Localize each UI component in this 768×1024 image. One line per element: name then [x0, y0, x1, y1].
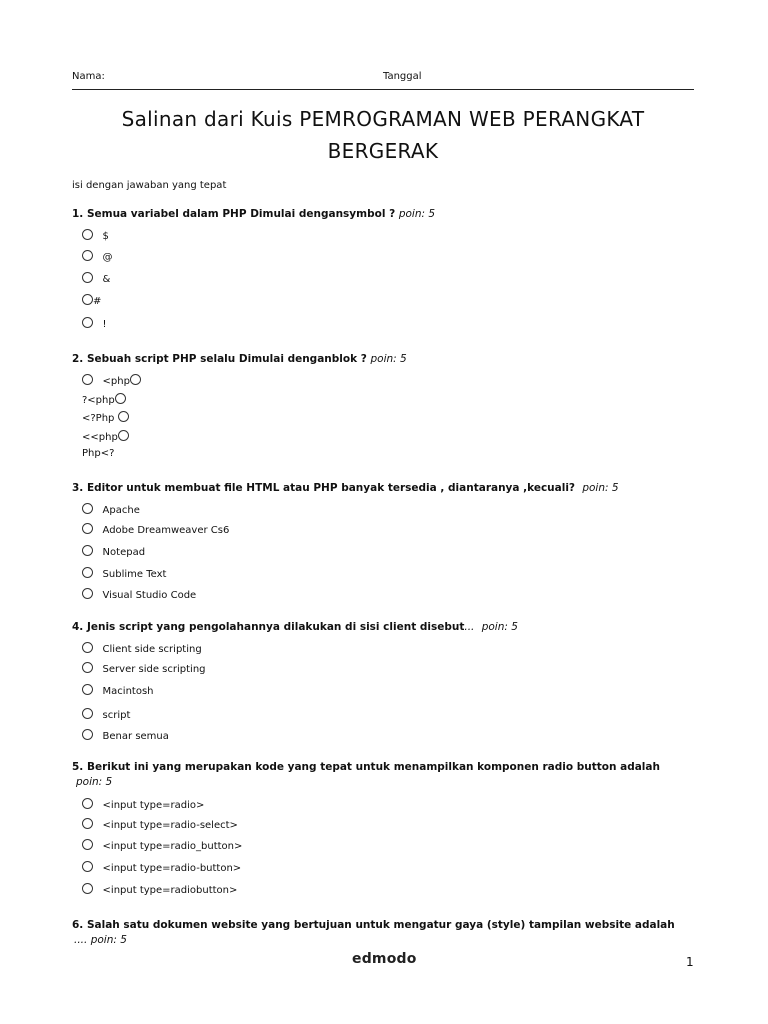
option-row[interactable]: [82, 883, 237, 896]
option-row[interactable]: [82, 861, 241, 874]
radio-button[interactable]: [82, 374, 93, 385]
question-points: poin: 5: [481, 621, 518, 633]
question-text: 1. Semua variabel dalam PHP Dimulai dengansymbol ?: [72, 208, 396, 220]
option-label: script: [102, 710, 131, 721]
option-row[interactable]: [82, 250, 113, 263]
question-text: 5. Berikut ini yang merupakan kode yang tepat untuk menampilkan komponen radio button adalah: [72, 761, 660, 773]
page-title: [72, 103, 694, 167]
option-row[interactable]: [82, 430, 129, 443]
question-ellipsis: ...: [464, 621, 475, 633]
radio-button[interactable]: [82, 294, 93, 305]
option-row[interactable]: [82, 229, 109, 242]
option-row[interactable]: [82, 317, 107, 330]
radio-button[interactable]: [82, 708, 93, 719]
option-row[interactable]: [82, 448, 114, 459]
option-label: <input type=radio-select>: [102, 820, 238, 831]
option-label: Macintosh: [102, 686, 154, 697]
radio-button[interactable]: [82, 503, 93, 514]
radio-button[interactable]: [130, 374, 141, 385]
option-row[interactable]: [82, 642, 202, 655]
name-label: Nama:: [72, 71, 105, 82]
question-1: [72, 208, 435, 220]
question-text: 4. Jenis script yang pengolahannya dilakukan di sisi client disebut: [72, 621, 465, 633]
radio-button[interactable]: [82, 567, 93, 578]
option-label: <input type=radiobutton>: [102, 885, 238, 896]
option-label: $: [102, 231, 109, 242]
radio-button[interactable]: [82, 272, 93, 283]
radio-button[interactable]: [82, 861, 93, 872]
option-label: Benar semua: [102, 731, 169, 742]
radio-button[interactable]: [82, 729, 93, 740]
option-row[interactable]: [82, 798, 204, 811]
radio-button[interactable]: [82, 662, 93, 673]
question-4: [72, 621, 518, 633]
option-row[interactable]: [82, 588, 196, 601]
option-row[interactable]: [82, 662, 206, 675]
option-row[interactable]: [82, 503, 140, 516]
radio-button[interactable]: [82, 818, 93, 829]
option-row[interactable]: [82, 374, 141, 387]
question-points: poin: 5: [582, 482, 619, 494]
question-points: poin: 5: [398, 208, 436, 220]
option-row[interactable]: [82, 684, 154, 697]
page-number: 1: [686, 955, 694, 969]
option-label: ?<php: [82, 395, 115, 406]
radio-button[interactable]: [82, 229, 93, 240]
option-label: <?Php: [82, 413, 115, 424]
option-label: Apache: [102, 505, 140, 516]
question-3: [72, 482, 619, 494]
option-label: Visual Studio Code: [102, 590, 197, 601]
instructions: isi dengan jawaban yang tepat: [72, 180, 227, 191]
question-points: poin: 5: [370, 353, 407, 365]
radio-button[interactable]: [82, 588, 93, 599]
question-ellipsis: ....: [74, 934, 88, 946]
radio-button[interactable]: [82, 317, 93, 328]
title-line-1: Salinan dari Kuis PEMROGRAMAN WEB PERANGKAT: [121, 107, 645, 131]
option-label: #: [93, 296, 102, 307]
option-label: <php: [102, 376, 130, 387]
option-label: Php<?: [82, 448, 115, 459]
option-row[interactable]: [82, 393, 126, 406]
question-points: poin: 5: [76, 776, 113, 788]
option-row[interactable]: [82, 523, 229, 536]
option-label: <input type=radio_button>: [102, 841, 243, 852]
question-2: [72, 353, 407, 365]
option-row[interactable]: [82, 567, 166, 580]
option-label: <input type=radio>: [102, 800, 205, 811]
option-label: Server side scripting: [102, 664, 206, 675]
option-label: @: [102, 252, 113, 263]
option-row[interactable]: [82, 708, 130, 721]
option-label: Adobe Dreamweaver Cs6: [102, 525, 230, 536]
option-label: <<php: [82, 432, 118, 443]
option-label: <input type=radio-button>: [102, 863, 242, 874]
question-points: poin: 5: [90, 934, 127, 946]
radio-button[interactable]: [82, 798, 93, 809]
question-text: 2. Sebuah script PHP selalu Dimulai denganblok ?: [72, 353, 367, 365]
date-label: Tanggal: [383, 71, 422, 82]
option-label: Sublime Text: [102, 569, 167, 580]
radio-button[interactable]: [82, 250, 93, 261]
option-label: &: [102, 274, 111, 285]
header-divider: [72, 89, 694, 90]
option-row[interactable]: [82, 729, 169, 742]
question-6: [72, 919, 675, 931]
edmodo-logo: edmodo: [352, 951, 417, 967]
option-row[interactable]: [82, 411, 129, 424]
option-row[interactable]: [82, 839, 242, 852]
question-text: 6. Salah satu dokumen website yang bertujuan untuk mengatur gaya (style) tampilan website adalah: [72, 919, 675, 931]
radio-button[interactable]: [118, 430, 129, 441]
radio-button[interactable]: [82, 523, 93, 534]
option-row[interactable]: [82, 818, 238, 831]
option-label: !: [102, 319, 107, 330]
option-row[interactable]: [82, 294, 101, 307]
question-points-line: [74, 934, 127, 946]
option-row[interactable]: [82, 272, 110, 285]
radio-button[interactable]: [82, 883, 93, 894]
question-5: [72, 761, 660, 773]
radio-button[interactable]: [82, 839, 93, 850]
title-line-2: BERGERAK: [327, 139, 439, 163]
question-text: 3. Editor untuk membuat file HTML atau PHP banyak tersedia , diantaranya ,kecuali?: [72, 482, 576, 494]
option-label: Client side scripting: [102, 644, 202, 655]
radio-button[interactable]: [82, 684, 93, 695]
radio-button[interactable]: [82, 642, 93, 653]
radio-button[interactable]: [82, 545, 93, 556]
radio-button[interactable]: [118, 411, 129, 422]
radio-button[interactable]: [115, 393, 126, 404]
option-row[interactable]: [82, 545, 145, 558]
option-label: Notepad: [102, 547, 146, 558]
